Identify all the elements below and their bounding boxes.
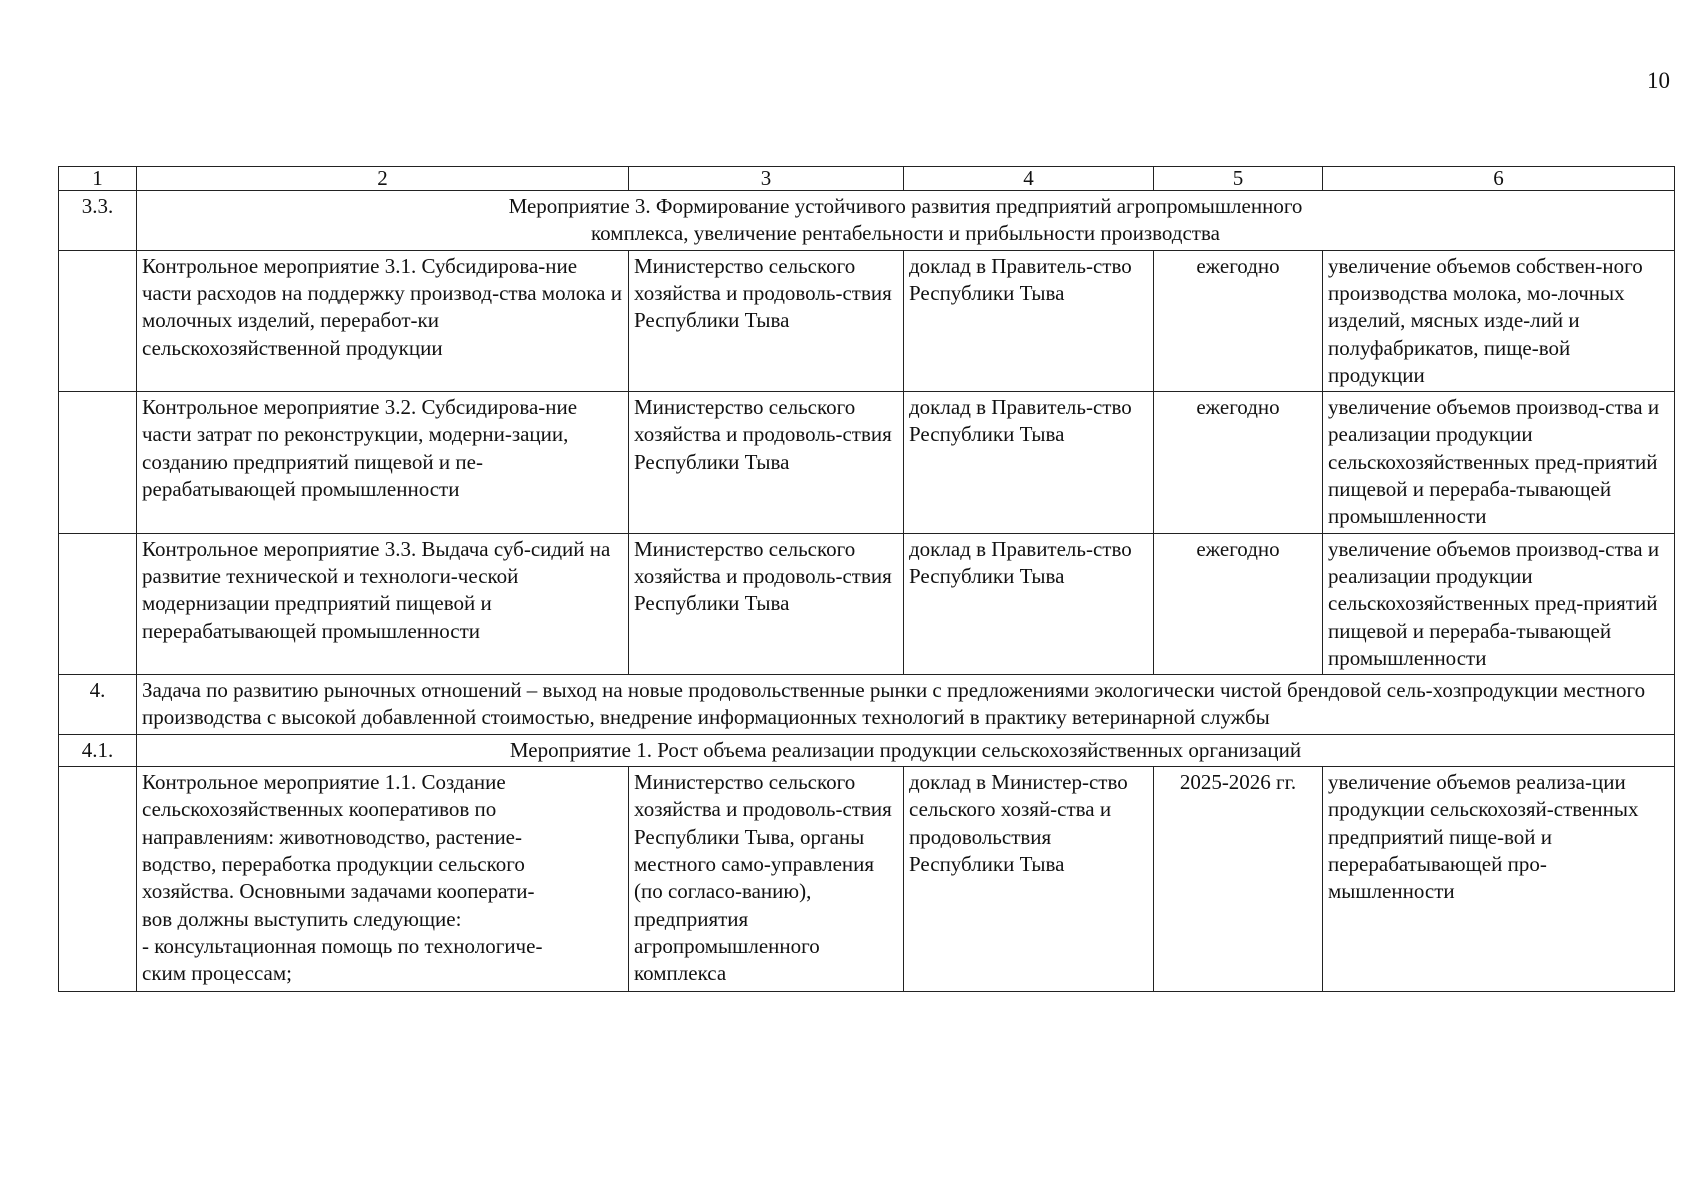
header-cell: 6 <box>1323 167 1675 191</box>
effect-cell: увеличение объемов производ-ства и реализации продукции сельскохозяйственных пред-приятий пищевой и перераба-тывающей промышленности <box>1323 533 1675 674</box>
section-row-3-3 <box>59 191 1675 251</box>
section-number: 3.3. <box>59 191 137 251</box>
executor-cell: Министерство сельского хозяйства и продоволь-ствия Республики Тыва <box>629 250 904 391</box>
header-cell: 4 <box>904 167 1154 191</box>
term-cell: ежегодно <box>1154 392 1323 533</box>
term-cell: ежегодно <box>1154 533 1323 674</box>
table-header-row <box>59 167 1675 191</box>
section-title: Мероприятие 1. Рост объема реализации продукции сельскохозяйственных организаций <box>137 734 1675 766</box>
executor-cell: Министерство сельского хозяйства и продоволь-ствия Республики Тыва <box>629 533 904 674</box>
measure-cell <box>137 767 629 992</box>
term-cell: 2025-2026 гг. <box>1154 767 1323 992</box>
header-cell: 5 <box>1154 167 1323 191</box>
measure-line: ским процессам; <box>142 961 292 986</box>
measure-line: водство, переработка продукции сельского <box>142 851 525 876</box>
table-row <box>59 392 1675 533</box>
measure-line: направлениям: животноводство, растение- <box>142 824 522 849</box>
number-cell <box>59 533 137 674</box>
executor-cell: Министерство сельского хозяйства и продоволь-ствия Республики Тыва, органы местного само-управления (по согласо-ванию), предприятия агропромышленного комплекса <box>629 767 904 992</box>
section-row-4-1 <box>59 734 1675 766</box>
executor-cell: Министерство сельского хозяйства и продоволь-ствия Республики Тыва <box>629 392 904 533</box>
page-number: 10 <box>1647 68 1670 93</box>
task-text: Задача по развитию рыночных отношений – выход на новые продовольственные рынки с предложениями экологически чистой брендовой сель-хозпродукции местного производства с высокой добавленной стоимостью, внедрение информационных технологий в практику ветеринарной службы <box>137 675 1675 735</box>
measures-table <box>58 166 1675 992</box>
section-title <box>137 191 1675 251</box>
measure-cell: Контрольное мероприятие 3.1. Субсидирова-ние части расходов на поддержку производ-ства молока и молочных изделий, переработ-ки сельскохозяйственной продукции <box>137 250 629 391</box>
result-cell: доклад в Правитель-ство Республики Тыва <box>904 533 1154 674</box>
section-title-line: комплекса, увеличение рентабельности и прибыльности производства <box>591 221 1220 246</box>
measure-cell: Контрольное мероприятие 3.2. Субсидирова-ние части затрат по реконструкции, модерни-зации, созданию предприятий пищевой и пе-рерабатывающей промышленности <box>137 392 629 533</box>
table-row <box>59 767 1675 992</box>
section-title-line: Мероприятие 3. Формирование устойчивого развития предприятий агропромышленного <box>508 194 1303 219</box>
section-number: 4.1. <box>59 734 137 766</box>
number-cell <box>59 392 137 533</box>
header-cell: 2 <box>137 167 629 191</box>
measure-line: Контрольное мероприятие 1.1. Создание <box>142 770 506 795</box>
measure-line: сельскохозяйственных кооперативов по <box>142 797 497 822</box>
measure-line: хозяйства. Основными задачами кооперати- <box>142 879 535 904</box>
number-cell <box>59 250 137 391</box>
effect-cell: увеличение объемов реализа-ции продукции сельскохозяй-ственных предприятий пище-вой и перерабатывающей про-мышленности <box>1323 767 1675 992</box>
result-cell: доклад в Правитель-ство Республики Тыва <box>904 392 1154 533</box>
measure-line: - консультационная помощь по технологиче- <box>142 933 543 958</box>
measure-cell: Контрольное мероприятие 3.3. Выдача суб-сидий на развитие технической и технологи-ческой модернизации предприятий пищевой и перерабатывающей промышленности <box>137 533 629 674</box>
task-row-4 <box>59 675 1675 735</box>
result-cell: доклад в Правитель-ство Республики Тыва <box>904 250 1154 391</box>
effect-cell: увеличение объемов производ-ства и реализации продукции сельскохозяйственных пред-приятий пищевой и перераба-тывающей промышленности <box>1323 392 1675 533</box>
table-row <box>59 250 1675 391</box>
header-cell: 3 <box>629 167 904 191</box>
term-cell: ежегодно <box>1154 250 1323 391</box>
result-cell: доклад в Министер-ство сельского хозяй-ства и продовольствия Республики Тыва <box>904 767 1154 992</box>
header-cell: 1 <box>59 167 137 191</box>
number-cell <box>59 767 137 992</box>
measure-line: вов должны выступить следующие: <box>142 906 462 931</box>
effect-cell: увеличение объемов собствен-ного производства молока, мо-лочных изделий, мясных изде-лий и полуфабрикатов, пище-вой продукции <box>1323 250 1675 391</box>
table-row <box>59 533 1675 674</box>
task-number: 4. <box>59 675 137 735</box>
